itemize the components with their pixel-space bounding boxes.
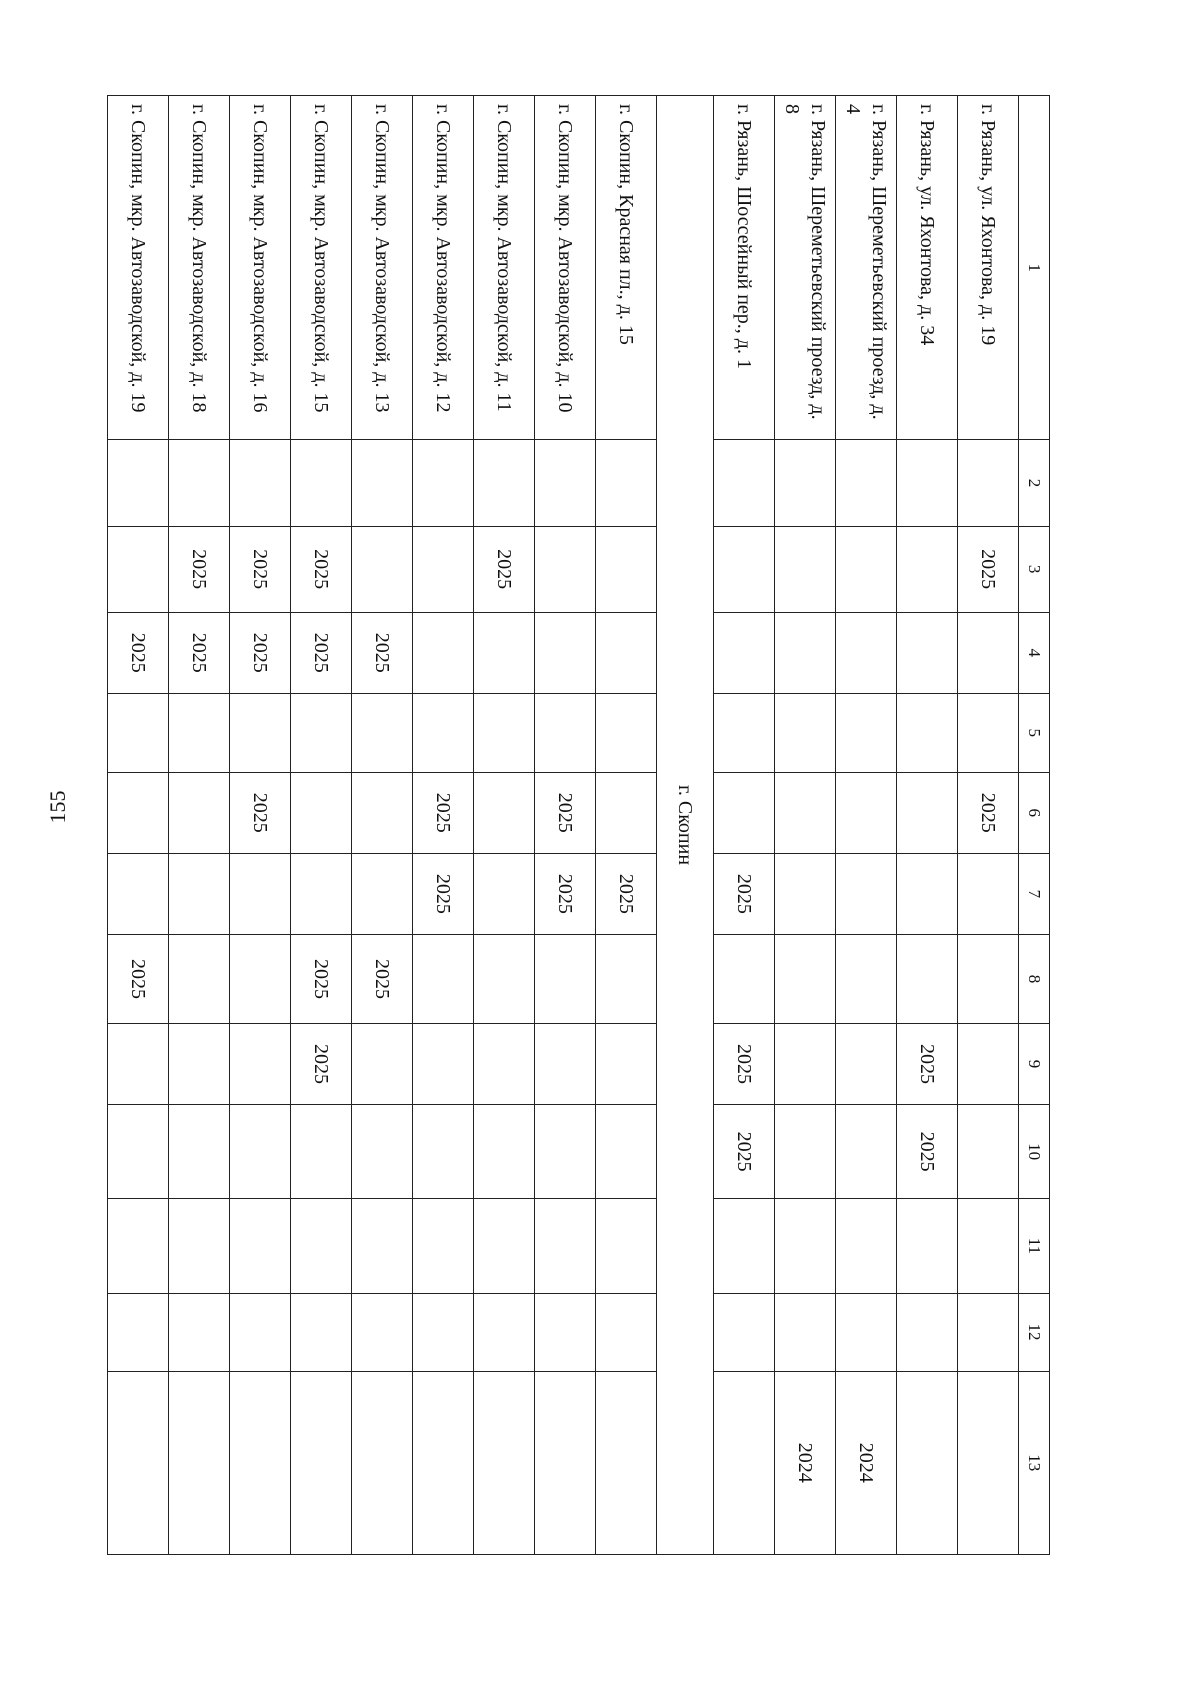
table-row [596, 96, 657, 1555]
year-cell [836, 772, 897, 853]
header-cell: 8 [1019, 934, 1050, 1023]
year-cell [535, 440, 596, 526]
year-cell [836, 853, 897, 934]
year-cell: 2025 [958, 772, 1019, 853]
year-cell: 2025 [291, 526, 352, 612]
year-cell [291, 440, 352, 526]
year-cell [169, 1371, 230, 1554]
year-cell [836, 1293, 897, 1371]
year-cell [474, 1105, 535, 1199]
year-cell [413, 1371, 474, 1554]
year-cell: 2025 [714, 1105, 775, 1199]
year-cell: 2025 [413, 772, 474, 853]
year-cell [596, 1199, 657, 1293]
year-cell [291, 1105, 352, 1199]
year-cell [535, 526, 596, 612]
table-row [352, 96, 413, 1555]
year-cell [535, 1105, 596, 1199]
year-cell [169, 1293, 230, 1371]
year-cell [596, 1105, 657, 1199]
year-cell [535, 693, 596, 772]
address-cell: г. Скопин, мкр. Автозаводской, д. 12 [413, 96, 474, 440]
year-cell [714, 612, 775, 693]
year-cell [775, 693, 836, 772]
table-row [836, 96, 897, 1555]
year-cell [714, 440, 775, 526]
year-cell [108, 853, 169, 934]
year-cell [352, 526, 413, 612]
year-cell [714, 526, 775, 612]
header-cell: 7 [1019, 853, 1050, 934]
year-cell [714, 693, 775, 772]
year-cell: 2025 [714, 853, 775, 934]
year-cell [596, 693, 657, 772]
table-row [958, 96, 1019, 1555]
year-cell [836, 1199, 897, 1293]
table-row [897, 96, 958, 1555]
header-row [1019, 96, 1050, 1555]
address-cell: г. Рязань, ул. Яхонтова, д. 34 [897, 96, 958, 440]
year-cell [714, 1371, 775, 1554]
address-cell: г. Скопин, мкр. Автозаводской, д. 10 [535, 96, 596, 440]
year-cell [596, 1371, 657, 1554]
schedule-table [107, 95, 1050, 1555]
year-cell [169, 1024, 230, 1105]
year-cell: 2025 [897, 1105, 958, 1199]
year-cell [836, 612, 897, 693]
year-cell [775, 1293, 836, 1371]
header-cell: 6 [1019, 772, 1050, 853]
year-cell [108, 1024, 169, 1105]
year-cell: 2025 [291, 1024, 352, 1105]
year-cell [897, 526, 958, 612]
year-cell [108, 1199, 169, 1293]
address-cell: г. Скопин, мкр. Автозаводской, д. 15 [291, 96, 352, 440]
year-cell [230, 1024, 291, 1105]
year-cell [108, 526, 169, 612]
section-row [657, 96, 714, 1555]
year-cell [958, 934, 1019, 1023]
table-body [108, 96, 1050, 1555]
year-cell [958, 1105, 1019, 1199]
year-cell [413, 526, 474, 612]
year-cell [474, 1371, 535, 1554]
year-cell [352, 1024, 413, 1105]
year-cell [897, 693, 958, 772]
year-cell: 2025 [230, 526, 291, 612]
table-row [169, 96, 230, 1555]
year-cell [169, 440, 230, 526]
address-cell: г. Рязань, ул. Яхонтова, д. 19 [958, 96, 1019, 440]
year-cell [958, 1199, 1019, 1293]
year-cell [169, 853, 230, 934]
year-cell [836, 934, 897, 1023]
year-cell [596, 612, 657, 693]
year-cell: 2025 [230, 772, 291, 853]
year-cell: 2025 [596, 853, 657, 934]
year-cell [958, 612, 1019, 693]
year-cell [535, 1199, 596, 1293]
year-cell [836, 526, 897, 612]
year-cell [897, 1199, 958, 1293]
table-row [474, 96, 535, 1555]
year-cell [474, 772, 535, 853]
year-cell [169, 1105, 230, 1199]
table-row [413, 96, 474, 1555]
year-cell [958, 1293, 1019, 1371]
address-cell: г. Скопин, мкр. Автозаводской, д. 16 [230, 96, 291, 440]
header-cell: 9 [1019, 1024, 1050, 1105]
year-cell [413, 934, 474, 1023]
year-cell [291, 1199, 352, 1293]
year-cell [474, 934, 535, 1023]
year-cell [897, 934, 958, 1023]
page-number: 155 [45, 790, 70, 824]
year-cell: 2025 [291, 934, 352, 1023]
address-cell: г. Скопин, мкр. Автозаводской, д. 18 [169, 96, 230, 440]
address-cell: г. Рязань, Шоссейный пер., д. 1 [714, 96, 775, 440]
address-cell: г. Рязань, Шереметьевский проезд, д. 8 [775, 96, 836, 440]
year-cell [775, 1024, 836, 1105]
year-cell [596, 1293, 657, 1371]
year-cell [230, 934, 291, 1023]
year-cell [291, 1371, 352, 1554]
year-cell: 2025 [958, 526, 1019, 612]
year-cell [897, 612, 958, 693]
year-cell [474, 853, 535, 934]
year-cell [352, 693, 413, 772]
year-cell: 2024 [775, 1371, 836, 1554]
table-row [291, 96, 352, 1555]
year-cell [291, 1293, 352, 1371]
header-cell: 2 [1019, 440, 1050, 526]
year-cell: 2025 [352, 934, 413, 1023]
header-cell: 1 [1019, 96, 1050, 440]
year-cell [714, 772, 775, 853]
year-cell [897, 772, 958, 853]
year-cell [352, 853, 413, 934]
year-cell [958, 1024, 1019, 1105]
year-cell [230, 1105, 291, 1199]
year-cell [836, 693, 897, 772]
address-cell: г. Рязань, Шереметьевский проезд, д. 4 [836, 96, 897, 440]
year-cell: 2025 [535, 772, 596, 853]
year-cell [474, 693, 535, 772]
year-cell [775, 772, 836, 853]
year-cell [474, 1199, 535, 1293]
year-cell [108, 693, 169, 772]
year-cell [413, 1293, 474, 1371]
year-cell [775, 1105, 836, 1199]
year-cell [596, 526, 657, 612]
table-row [714, 96, 775, 1555]
year-cell [291, 772, 352, 853]
header-cell: 10 [1019, 1105, 1050, 1199]
year-cell [352, 1199, 413, 1293]
year-cell: 2025 [474, 526, 535, 612]
year-cell [596, 934, 657, 1023]
year-cell [535, 1371, 596, 1554]
table-row [108, 96, 169, 1555]
year-cell [413, 1024, 474, 1105]
year-cell [474, 440, 535, 526]
year-cell [169, 772, 230, 853]
table-row [535, 96, 596, 1555]
year-cell [897, 853, 958, 934]
year-cell [352, 772, 413, 853]
year-cell [230, 1371, 291, 1554]
header-cell: 13 [1019, 1371, 1050, 1554]
header-cell: 3 [1019, 526, 1050, 612]
year-cell: 2025 [169, 612, 230, 693]
year-cell [958, 440, 1019, 526]
address-cell: г. Скопин, мкр. Автозаводской, д. 13 [352, 96, 413, 440]
year-cell [775, 612, 836, 693]
year-cell [352, 1293, 413, 1371]
year-cell [535, 1024, 596, 1105]
year-cell: 2025 [108, 934, 169, 1023]
table-row [230, 96, 291, 1555]
year-cell: 2025 [291, 612, 352, 693]
year-cell [714, 1199, 775, 1293]
header-cell: 12 [1019, 1293, 1050, 1371]
year-cell [291, 693, 352, 772]
year-cell [474, 1293, 535, 1371]
year-cell [714, 1293, 775, 1371]
rotated-table-wrapper [95, 95, 1050, 1555]
year-cell [596, 440, 657, 526]
year-cell: 2025 [169, 526, 230, 612]
year-cell [230, 693, 291, 772]
year-cell [413, 693, 474, 772]
year-cell [108, 1105, 169, 1199]
year-cell: 2024 [836, 1371, 897, 1554]
year-cell [230, 853, 291, 934]
year-cell [836, 1024, 897, 1105]
year-cell [352, 440, 413, 526]
year-cell [775, 1199, 836, 1293]
year-cell [596, 1024, 657, 1105]
year-cell: 2025 [230, 612, 291, 693]
year-cell [230, 440, 291, 526]
year-cell [958, 853, 1019, 934]
section-title: г. Скопин [657, 96, 714, 1555]
table-row [775, 96, 836, 1555]
year-cell [169, 1199, 230, 1293]
year-cell [474, 612, 535, 693]
year-cell [169, 693, 230, 772]
year-cell [836, 1105, 897, 1199]
year-cell: 2025 [714, 1024, 775, 1105]
year-cell [291, 853, 352, 934]
year-cell [897, 1371, 958, 1554]
year-cell [108, 772, 169, 853]
address-cell: г. Скопин, мкр. Автозаводской, д. 19 [108, 96, 169, 440]
year-cell: 2025 [413, 853, 474, 934]
year-cell [230, 1293, 291, 1371]
address-cell: г. Скопин, мкр. Автозаводской, д. 11 [474, 96, 535, 440]
year-cell [535, 612, 596, 693]
year-cell [897, 440, 958, 526]
address-cell: г. Скопин, Красная пл., д. 15 [596, 96, 657, 440]
year-cell [775, 853, 836, 934]
year-cell [775, 440, 836, 526]
year-cell [474, 1024, 535, 1105]
header-cell: 11 [1019, 1199, 1050, 1293]
year-cell [596, 772, 657, 853]
year-cell [714, 934, 775, 1023]
year-cell: 2025 [108, 612, 169, 693]
year-cell [413, 1105, 474, 1199]
header-cell: 5 [1019, 693, 1050, 772]
year-cell [413, 440, 474, 526]
year-cell [108, 1293, 169, 1371]
year-cell [775, 934, 836, 1023]
year-cell [535, 1293, 596, 1371]
year-cell [108, 1371, 169, 1554]
year-cell [535, 934, 596, 1023]
year-cell [958, 1371, 1019, 1554]
year-cell: 2025 [352, 612, 413, 693]
year-cell [775, 526, 836, 612]
header-cell: 4 [1019, 612, 1050, 693]
year-cell: 2025 [897, 1024, 958, 1105]
year-cell [169, 934, 230, 1023]
year-cell: 2025 [535, 853, 596, 934]
year-cell [413, 1199, 474, 1293]
year-cell [958, 693, 1019, 772]
year-cell [413, 612, 474, 693]
year-cell [836, 440, 897, 526]
year-cell [230, 1199, 291, 1293]
year-cell [352, 1105, 413, 1199]
year-cell [352, 1371, 413, 1554]
year-cell [108, 440, 169, 526]
year-cell [897, 1293, 958, 1371]
